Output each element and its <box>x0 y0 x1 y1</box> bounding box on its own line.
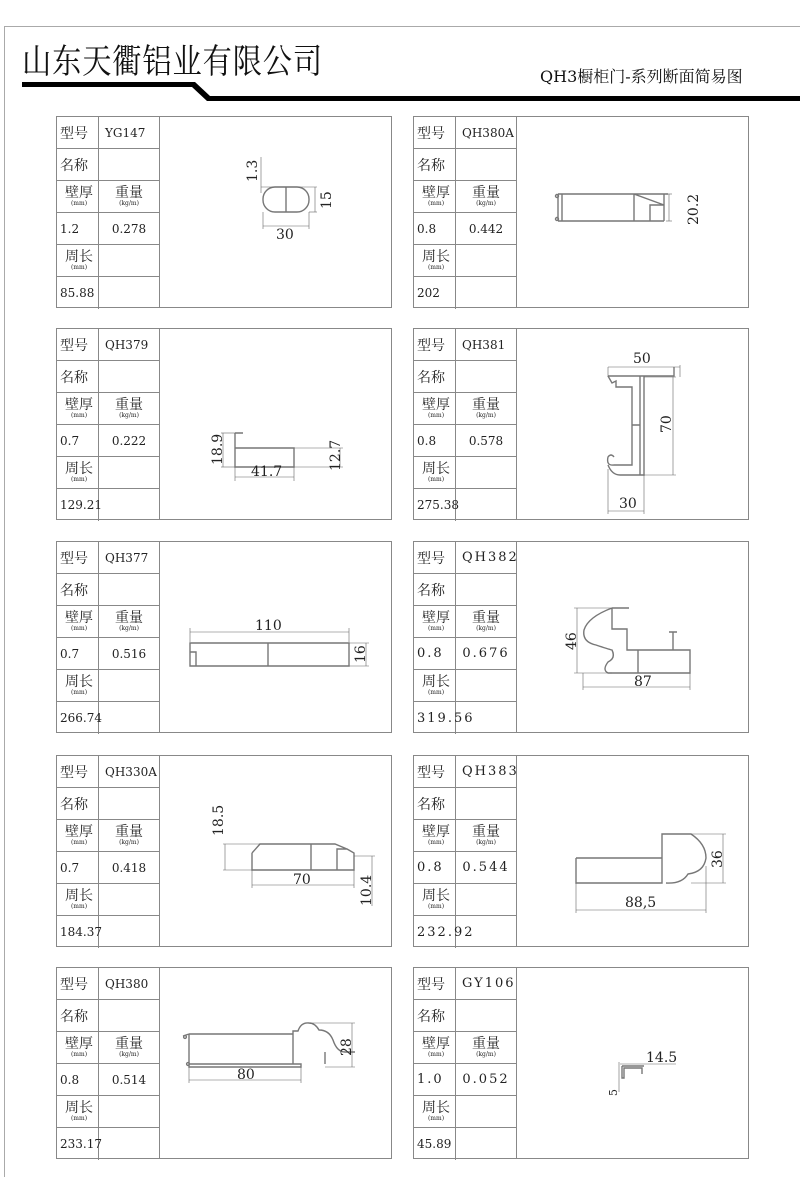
perimeter-unit: (mm) <box>427 476 445 483</box>
dim-width-87: 87 <box>634 674 652 690</box>
profile-card-qh383 <box>413 755 749 947</box>
wall-label: 壁厚 <box>65 397 93 413</box>
weight-value: 0.676 <box>462 646 510 661</box>
model-value: GY106 <box>462 976 516 991</box>
dim-width-80: 80 <box>237 1067 255 1083</box>
perimeter-label: 周长 <box>422 1100 450 1116</box>
name-label: 名称 <box>60 796 88 813</box>
dim-height-16: 16 <box>353 645 369 663</box>
spec-table <box>414 756 517 946</box>
dim-height-15: 15 <box>319 191 335 209</box>
wall-label: 壁厚 <box>422 1036 450 1052</box>
perimeter-label: 周长 <box>422 249 450 265</box>
spec-table <box>57 542 160 732</box>
profile-drawing-qh383 <box>516 756 748 946</box>
name-label: 名称 <box>60 369 88 386</box>
wall-label: 壁厚 <box>65 610 93 626</box>
wall-unit: (mm) <box>427 200 445 207</box>
profile-card-gy106 <box>413 967 749 1159</box>
wall-label: 壁厚 <box>422 824 450 840</box>
perimeter-label: 周长 <box>65 1100 93 1116</box>
weight-value: 0.222 <box>111 433 147 448</box>
weight-label: 重量 <box>115 610 143 626</box>
wall-value: 1.0 <box>417 1072 444 1087</box>
name-label: 名称 <box>417 796 445 813</box>
weight-label: 重量 <box>115 1036 143 1052</box>
perimeter-value: 319.56 <box>417 710 475 726</box>
weight-value: 0.516 <box>111 646 147 661</box>
name-label: 名称 <box>417 369 445 386</box>
name-label: 名称 <box>417 1008 445 1025</box>
weight-value: 0.578 <box>468 433 504 448</box>
model-label: 型号 <box>60 125 88 142</box>
name-label: 名称 <box>60 582 88 599</box>
wall-value: 0.8 <box>60 1072 80 1087</box>
wall-label: 壁厚 <box>65 1036 93 1052</box>
wall-unit: (mm) <box>70 412 88 419</box>
wall-unit: (mm) <box>70 625 88 632</box>
spec-table <box>414 968 517 1158</box>
wall-unit: (mm) <box>427 625 445 632</box>
dim-width-70: 70 <box>293 872 311 888</box>
weight-value: 0.514 <box>111 1072 147 1087</box>
perimeter-value: 266.74 <box>60 711 102 725</box>
perimeter-value: 85.88 <box>60 286 95 300</box>
profile-drawing-qh377 <box>159 542 391 732</box>
perimeter-label: 周长 <box>422 461 450 477</box>
dim-height-18-9: 18.9 <box>210 433 226 465</box>
name-label: 名称 <box>417 582 445 599</box>
weight-value: 0.418 <box>111 860 147 875</box>
dim-height-12-7: 12.7 <box>328 439 344 471</box>
weight-label: 重量 <box>472 610 500 626</box>
wall-value: 0.8 <box>417 860 444 875</box>
perimeter-value: 184.37 <box>60 925 102 939</box>
weight-label: 重量 <box>472 824 500 840</box>
dim-height-18-5: 18.5 <box>211 804 227 836</box>
profile-drawing-qh381 <box>516 329 748 519</box>
perimeter-value: 233.17 <box>60 1137 102 1151</box>
weight-label: 重量 <box>115 185 143 201</box>
dim-height-46: 46 <box>564 632 580 650</box>
profile-card-yg147 <box>56 116 392 308</box>
perimeter-unit: (mm) <box>70 476 88 483</box>
dim-height-5: 5 <box>607 1089 620 1096</box>
perimeter-unit: (mm) <box>70 903 88 910</box>
weight-value: 0.544 <box>462 860 510 875</box>
weight-label: 重量 <box>115 397 143 413</box>
model-label: 型号 <box>60 976 88 993</box>
name-label: 名称 <box>60 157 88 174</box>
spec-table <box>57 117 160 307</box>
wall-value: 0.8 <box>417 221 437 236</box>
profile-card-qh377 <box>56 541 392 733</box>
weight-unit: (kg/m) <box>119 412 139 419</box>
model-value: QH381 <box>462 337 506 352</box>
weight-unit: (kg/m) <box>476 839 496 846</box>
wall-unit: (mm) <box>70 200 88 207</box>
profile-drawing-yg147 <box>159 117 391 307</box>
weight-label: 重量 <box>472 185 500 201</box>
weight-value: 0.052 <box>462 1072 510 1087</box>
dim-width-50: 50 <box>633 351 651 367</box>
perimeter-value: 45.89 <box>417 1137 452 1151</box>
perimeter-value: 129.21 <box>60 498 102 512</box>
profile-drawing-qh382 <box>516 542 748 732</box>
model-value: QH380 <box>105 976 149 991</box>
perimeter-label: 周长 <box>422 888 450 904</box>
wall-value: 0.7 <box>60 646 80 661</box>
wall-unit: (mm) <box>70 1051 88 1058</box>
wall-label: 壁厚 <box>422 610 450 626</box>
dim-height-20-2: 20.2 <box>686 193 702 225</box>
weight-value: 0.278 <box>111 221 147 236</box>
perimeter-value: 275.38 <box>417 498 459 512</box>
wall-unit: (mm) <box>70 839 88 846</box>
dim-height-10-4: 10.4 <box>359 874 375 906</box>
perimeter-unit: (mm) <box>427 689 445 696</box>
profile-card-qh381 <box>413 328 749 520</box>
profile-card-qh380a <box>413 116 749 308</box>
spec-table <box>57 329 160 519</box>
profile-drawing-qh379 <box>159 329 391 519</box>
perimeter-label: 周长 <box>65 461 93 477</box>
model-value: YG147 <box>105 125 146 140</box>
model-value: QH383 <box>462 764 519 779</box>
wall-label: 壁厚 <box>422 185 450 201</box>
profile-drawing-qh330a <box>159 756 391 946</box>
perimeter-label: 周长 <box>65 249 93 265</box>
wall-unit: (mm) <box>427 839 445 846</box>
weight-unit: (kg/m) <box>119 839 139 846</box>
perimeter-value: 232.92 <box>417 924 475 940</box>
model-label: 型号 <box>417 125 445 142</box>
profile-drawing-qh380a <box>516 117 748 307</box>
wall-value: 0.7 <box>60 433 80 448</box>
model-value: QH382 <box>462 550 519 565</box>
perimeter-value: 202 <box>417 286 440 300</box>
weight-label: 重量 <box>472 397 500 413</box>
profile-card-qh330a <box>56 755 392 947</box>
profile-drawing-gy106 <box>516 968 748 1158</box>
spec-table <box>57 968 160 1158</box>
weight-unit: (kg/m) <box>476 200 496 207</box>
wall-value: 0.7 <box>60 860 80 875</box>
profile-card-qh379 <box>56 328 392 520</box>
model-value: QH330A <box>105 764 157 779</box>
model-label: 型号 <box>60 337 88 354</box>
dim-width-30: 30 <box>619 496 637 512</box>
wall-value: 0.8 <box>417 433 437 448</box>
perimeter-unit: (mm) <box>70 1115 88 1122</box>
model-value: QH380A <box>462 125 514 140</box>
model-value: QH379 <box>105 337 149 352</box>
perimeter-unit: (mm) <box>427 1115 445 1122</box>
model-label: 型号 <box>417 764 445 781</box>
wall-label: 壁厚 <box>65 824 93 840</box>
weight-value: 0.442 <box>468 221 504 236</box>
wall-label: 壁厚 <box>422 397 450 413</box>
perimeter-unit: (mm) <box>427 264 445 271</box>
weight-unit: (kg/m) <box>476 1051 496 1058</box>
wall-label: 壁厚 <box>65 185 93 201</box>
name-label: 名称 <box>60 1008 88 1025</box>
model-label: 型号 <box>60 764 88 781</box>
dim-height-1-3: 1.3 <box>245 159 261 182</box>
dim-width-41-7: 41.7 <box>251 464 283 480</box>
dim-width-30: 30 <box>276 227 294 243</box>
model-label: 型号 <box>417 550 445 567</box>
weight-unit: (kg/m) <box>119 1051 139 1058</box>
weight-label: 重量 <box>115 824 143 840</box>
profile-drawing-qh380 <box>159 968 391 1158</box>
model-label: 型号 <box>60 550 88 567</box>
spec-table <box>414 117 517 307</box>
perimeter-label: 周长 <box>422 674 450 690</box>
drawing-title: QH3橱柜门-系列断面简易图 <box>540 67 743 86</box>
company-name: 山东天衢铝业有限公司 <box>22 42 323 82</box>
spec-table <box>57 756 160 946</box>
weight-label: 重量 <box>472 1036 500 1052</box>
weight-unit: (kg/m) <box>476 412 496 419</box>
perimeter-unit: (mm) <box>427 903 445 910</box>
model-value: QH377 <box>105 550 149 565</box>
profile-card-qh382 <box>413 541 749 733</box>
dim-width-14-5: 14.5 <box>646 1050 678 1066</box>
dim-height-36: 36 <box>710 850 726 868</box>
dim-height-70: 70 <box>659 415 675 433</box>
wall-value: 1.2 <box>60 221 80 236</box>
spec-table <box>414 329 517 519</box>
perimeter-label: 周长 <box>65 888 93 904</box>
profile-card-qh380 <box>56 967 392 1159</box>
model-label: 型号 <box>417 976 445 993</box>
spec-table <box>414 542 517 732</box>
perimeter-unit: (mm) <box>70 264 88 271</box>
model-label: 型号 <box>417 337 445 354</box>
name-label: 名称 <box>417 157 445 174</box>
weight-unit: (kg/m) <box>119 625 139 632</box>
dim-width-88-5: 88,5 <box>625 895 657 911</box>
weight-unit: (kg/m) <box>119 200 139 207</box>
wall-unit: (mm) <box>427 1051 445 1058</box>
perimeter-unit: (mm) <box>70 689 88 696</box>
dim-width-110: 110 <box>255 618 282 634</box>
perimeter-label: 周长 <box>65 674 93 690</box>
wall-unit: (mm) <box>427 412 445 419</box>
weight-unit: (kg/m) <box>476 625 496 632</box>
dim-height-28: 28 <box>339 1038 355 1056</box>
wall-value: 0.8 <box>417 646 444 661</box>
